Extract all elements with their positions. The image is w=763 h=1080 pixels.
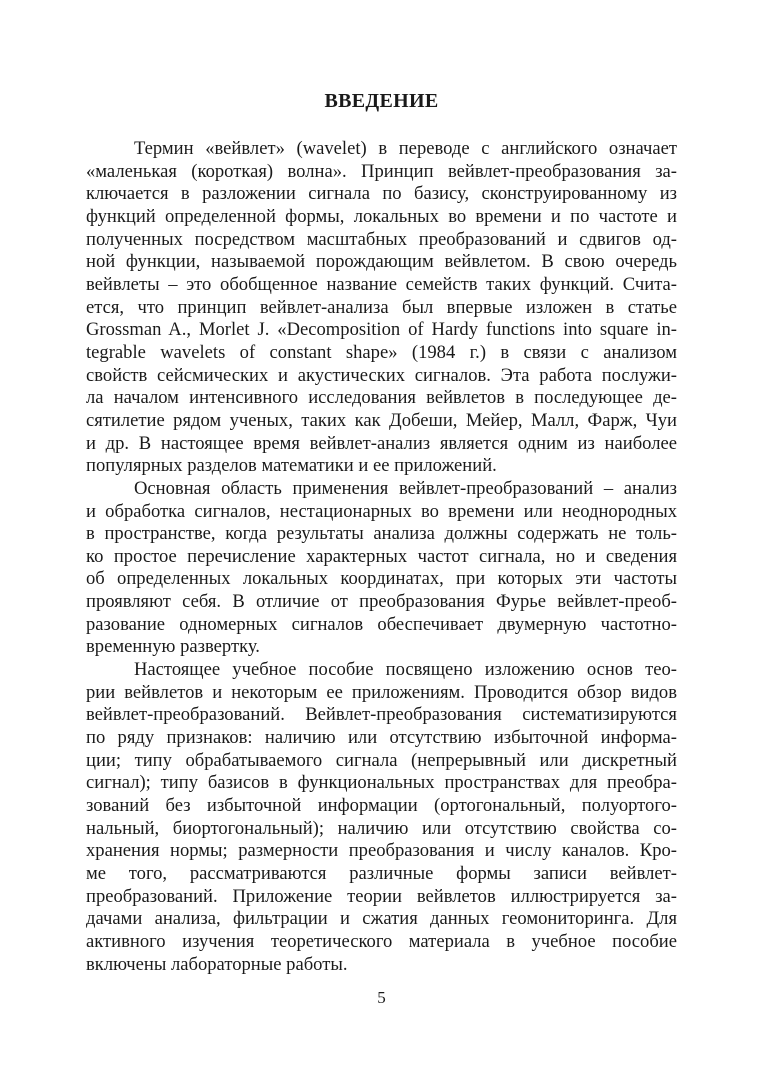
paragraph-1-line: Grossman A., Morlet J. «Decomposition of Hardy functions into square in-: [86, 319, 677, 341]
paragraph-3-line: сигнал); типу базисов в функциональных пространствах для преобра-: [86, 772, 677, 794]
paragraph-2-line: Основная область применения вейвлет-преобразований – анализ: [134, 477, 677, 499]
paragraph-1-line: функций определенной формы, локальных во времени и по частоте и: [86, 205, 677, 227]
paragraph-1-line: и др. В настоящее время вейвлет-анализ является одним из наиболее: [86, 432, 677, 454]
paragraph-1-line: tegrable wavelets of constant shape» (1984 г.) в связи с анализом: [86, 341, 677, 363]
paragraph-2-line: и обработка сигналов, нестационарных во времени или неоднородных: [86, 500, 677, 522]
paragraph-1-line: «маленькая (короткая) волна». Принцип вейвлет-преобразования за-: [86, 160, 677, 182]
paragraph-3-line: дачами анализа, фильтрации и сжатия данных геомониторинга. Для: [86, 908, 677, 930]
paragraph-1-line: свойств сейсмических и акустических сигналов. Эта работа послужи-: [86, 364, 677, 386]
paragraph-2-line: ко простое перечисление характерных частот сигнала, но и сведения: [86, 545, 677, 567]
paragraph-3-line: нальный, биортогональный); наличию или отсутствию свойства со-: [86, 817, 677, 839]
paragraph-1-line: сятилетие рядом ученых, таких как Добеши, Мейер, Малл, Фарж, Чуи: [86, 409, 677, 431]
paragraph-3-line: Настоящее учебное пособие посвящено изложению основ тео-: [134, 659, 677, 681]
paragraph-3-line: активного изучения теоретического материала в учебное пособие: [86, 930, 677, 952]
page-number: 5: [377, 988, 386, 1007]
body-text: [86, 138, 677, 976]
paragraph-3-line: ме того, рассматриваются различные формы записи вейвлет-: [86, 863, 677, 884]
paragraph-2-line: разование одномерных сигналов обеспечивает двумерную частотно-: [86, 613, 677, 635]
paragraph-1-line: полученных посредством масштабных преобразований и сдвигов од-: [86, 228, 677, 250]
paragraph-3-line: зований без избыточной информации (ортогональный, полуортого-: [86, 795, 677, 817]
paragraph-1-line: ла началом интенсивного исследования вейвлетов в последующее де-: [86, 387, 677, 409]
paragraph-3-line: рии вейвлетов и некоторым ее приложениям. Проводится обзор видов: [86, 681, 677, 703]
paragraph-3-line: вейвлет-преобразований. Вейвлет-преобразования систематизируются: [86, 704, 677, 726]
paragraph-3-line: преобразований. Приложение теории вейвлетов иллюстрируется за-: [86, 885, 677, 907]
paragraph-1-line: вейвлеты – это обобщенное название семейств таких функций. Счита-: [86, 273, 677, 295]
page-title: ВВЕДЕНИЕ: [324, 90, 439, 112]
paragraph-1-line: Термин «вейвлет» (wavelet) в переводе с английского означает: [134, 138, 677, 159]
paragraph-2-line: временную развертку.: [86, 636, 260, 658]
paragraph-3-line: хранения нормы; размерности преобразования и числу каналов. Кро-: [86, 840, 677, 862]
paragraph-1-line: популярных разделов математики и ее приложений.: [86, 455, 497, 477]
paragraph-3-line: ции; типу обрабатываемого сигнала (непрерывный или дискретный: [86, 749, 677, 771]
paragraph-2-line: проявляют себя. В отличие от преобразования Фурье вейвлет-преоб-: [86, 591, 677, 613]
paragraph-1-line: ется, что принцип вейвлет-анализа был впервые изложен в статье: [86, 296, 677, 318]
paragraph-2-line: в пространстве, когда результаты анализа должны содержать не толь-: [86, 523, 677, 545]
paragraph-3-line: по ряду признаков: наличию или отсутствию избыточной информа-: [86, 727, 677, 749]
paragraph-2-line: об определенных локальных координатах, при которых эти частоты: [86, 568, 677, 590]
paragraph-3-line: включены лабораторные работы.: [86, 953, 348, 975]
paragraph-1-line: ключается в разложении сигнала по базису, сконструированному из: [86, 183, 677, 205]
paragraph-1-line: ной функции, называемой порождающим вейвлетом. В свою очередь: [86, 251, 677, 273]
